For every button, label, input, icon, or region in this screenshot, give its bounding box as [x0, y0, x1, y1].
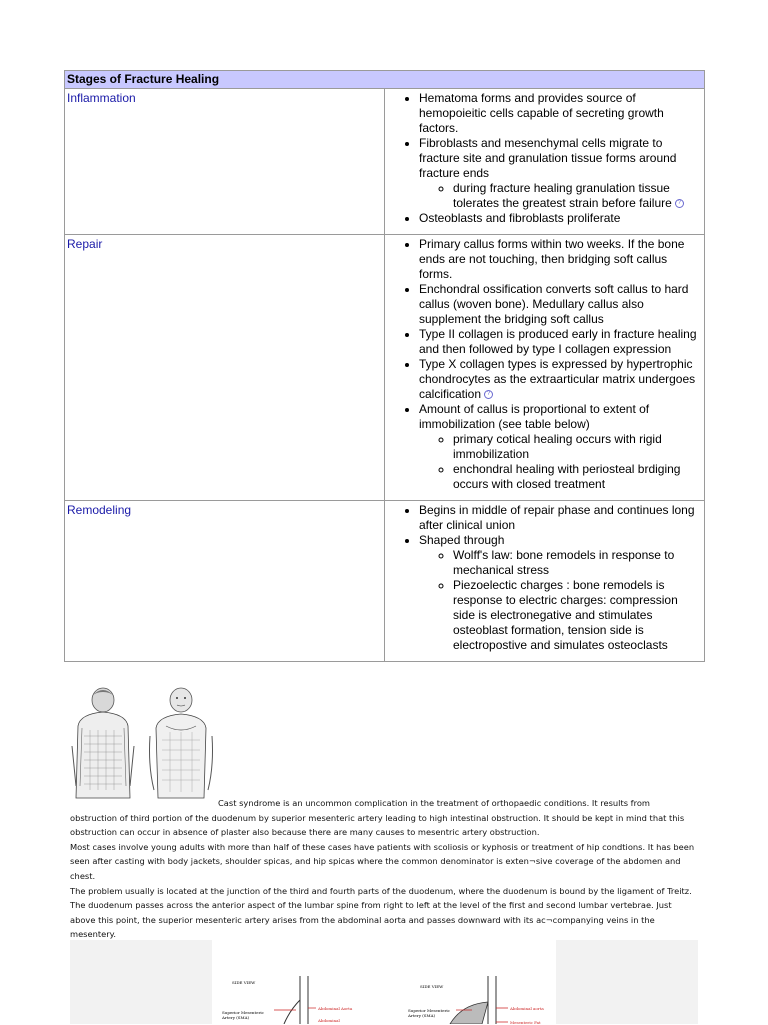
sub-bullet-list: [419, 548, 698, 653]
diagram-label-aorta-right: Abdominal aorta: [510, 1006, 544, 1011]
stage-bullet-list: [385, 503, 698, 653]
list-item-text: Enchondral ossification converts soft callus to hard callus (woven bone). Medullary callus also supplement the bridging soft callus: [419, 282, 689, 326]
cast-illustration: [70, 686, 220, 806]
table-row: [65, 89, 705, 235]
sub-list-item-text: enchondral healing with periosteal brdiging occurs with closed treatment: [453, 462, 681, 491]
list-item-text: Begins in middle of repair phase and continues long after clinical union: [419, 503, 695, 532]
stage-name-link[interactable]: Inflammation: [65, 89, 385, 235]
stage-name-link[interactable]: Repair: [65, 235, 385, 501]
list-item-text: Type II collagen is produced early in fracture healing and then followed by type I collagen expression: [419, 327, 697, 356]
stage-bullet-list: [385, 91, 698, 226]
list-item-text: Type X collagen types is expressed by hypertrophic chondrocytes as the extraarticular matrix undergoes calcification: [419, 357, 696, 401]
table-body: [65, 89, 705, 662]
sub-list-item: [453, 578, 698, 653]
article-paragraph: The problem usually is located at the junction of the third and fourth parts of the duodenum, where the duodenum is bound by the ligament of Treitz. The duodenum passes across the anterior aspect of the lumbar spine from right to left at the level of the first and second lumbar vertebrae. Just above this point, the superior mesenteric artery arises from the abdominal aorta and passes downward with its ac¬companying veins in the mesentery.: [70, 885, 692, 940]
list-item: [419, 91, 698, 136]
stage-details: [385, 89, 705, 235]
list-item: [419, 136, 698, 211]
diagram-label-abdominal-left: Abdominal: [318, 1018, 340, 1023]
table-header: Stages of Fracture Healing: [65, 71, 705, 89]
sub-list-item-text: during fracture healing granulation tissue tolerates the greatest strain before failure: [453, 181, 672, 210]
list-item: [419, 237, 698, 282]
cast-syndrome-article: [70, 796, 698, 942]
list-item: [419, 503, 698, 533]
diagram-label-sma-right: Superior Mesenteric Artery (SMA): [408, 1008, 450, 1018]
fracture-healing-table-container: [64, 70, 705, 662]
sub-bullet-list: [419, 432, 698, 492]
stage-bullet-list: [385, 237, 698, 492]
stage-details: [385, 235, 705, 501]
list-item-text: Fibroblasts and mesenchymal cells migrate to fracture site and granulation tissue forms around fracture ends: [419, 136, 677, 180]
list-item-text: Primary callus forms within two weeks. If the bone ends are not touching, then bridging soft callus forms.: [419, 237, 685, 281]
anatomy-diagram-panel: [70, 940, 698, 1024]
sub-list-item-text: Piezoelectic charges : bone remodels is response to electric charges: compression side is electronegative and stimulates osteoblast formation, tension side is electropostive and simulates osteoclasts: [453, 578, 678, 652]
article-paragraph: Cast syndrome is an uncommon complication in the treatment of orthopaedic conditions. It results from obstruction of third portion of the duodenum by superior mesenteric artery leading to high intestinal obstruction. It should be kept in mind that this obstruction can occur in absence of plaster also because there are many causes to mesentric artery obstruction.: [70, 798, 685, 838]
list-item: [419, 282, 698, 327]
list-item-text: Amount of callus is proportional to extent of immobilization (see table below): [419, 402, 650, 431]
diagram-label-aorta-left: Abdominal Aorta: [318, 1006, 353, 1011]
list-item: [419, 327, 698, 357]
stage-details: [385, 501, 705, 662]
patient-front-sketch: [146, 686, 216, 806]
list-item: [419, 211, 698, 226]
table-row: [65, 501, 705, 662]
sub-bullet-list: [419, 181, 698, 211]
sub-list-item: [453, 181, 698, 211]
list-item: [419, 402, 698, 492]
reference-help-icon[interactable]: ?: [675, 199, 684, 208]
list-item-text: Shaped through: [419, 533, 505, 547]
fracture-healing-table: [64, 70, 705, 662]
diagram-right-title: SIDE VIEW: [420, 984, 444, 989]
list-item: [419, 533, 698, 653]
list-item-text: Hematoma forms and provides source of hemopoieitic cells capable of secreting growth factors.: [419, 91, 664, 135]
table-header-row: [65, 71, 705, 89]
sub-list-item: [453, 432, 698, 462]
anatomy-diagram: [212, 940, 556, 1024]
article-paragraph: Most cases involve young adults with more than half of these cases have patients with scoliosis or kyphosis or treatment of hip condtions. It has been seen after casting with body jackets, shoulder spicas, and hip spicas where the common denominator is exten¬sive coverage of the abdomen and chest.: [70, 841, 695, 881]
table-row: [65, 235, 705, 501]
list-item-text: Osteoblasts and fibroblasts proliferate: [419, 211, 621, 225]
sub-list-item-text: primary cotical healing occurs with rigid immobilization: [453, 432, 662, 461]
patient-back-sketch: [70, 686, 136, 806]
sub-list-item: [453, 462, 698, 492]
list-item: [419, 357, 698, 402]
diagram-left-title: SIDE VIEW: [232, 980, 256, 985]
reference-help-icon[interactable]: ?: [484, 390, 493, 399]
diagram-label-sma-left: Superior Mesenteric Artery (SMA): [222, 1010, 264, 1020]
stage-name-link[interactable]: Remodeling: [65, 501, 385, 662]
sub-list-item-text: Wolff's law: bone remodels in response to mechanical stress: [453, 548, 675, 577]
diagram-label-fat-right: Mesenteric Fat: [510, 1020, 541, 1025]
sub-list-item: [453, 548, 698, 578]
